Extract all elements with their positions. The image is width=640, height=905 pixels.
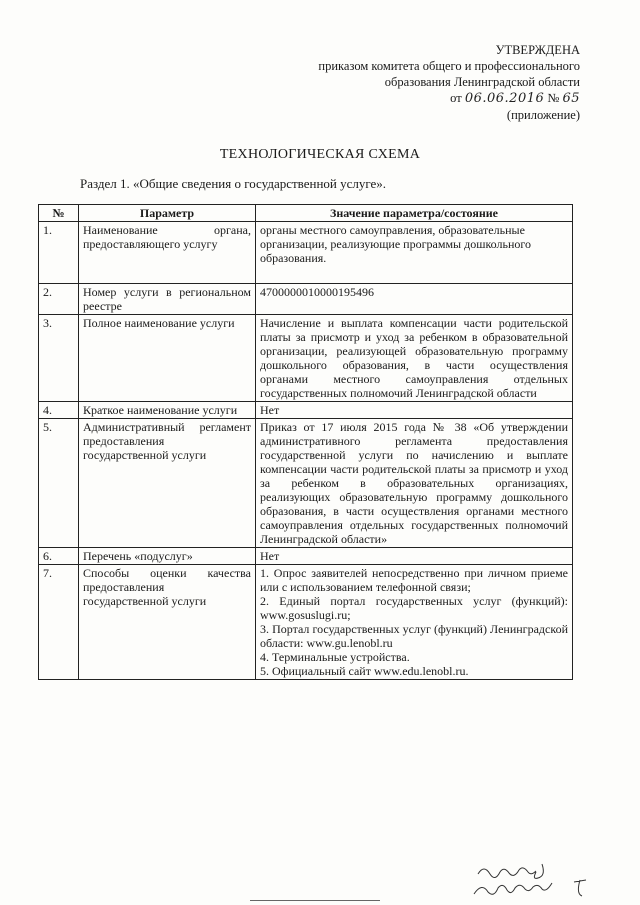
- table-row: [39, 402, 573, 419]
- row-number: 4.: [39, 402, 79, 419]
- table-header-row: [39, 205, 573, 222]
- row-value: органы местного самоуправления, образовательные организации, реализующие программы дошкольного образования.: [256, 222, 573, 284]
- table-row: [39, 565, 573, 680]
- handwritten-signature: [470, 858, 620, 904]
- header-value: Значение параметра/состояние: [256, 205, 573, 222]
- quality-method-line: 4. Терминальные устройства.: [260, 650, 410, 664]
- row-value: 4700000010000195496: [256, 284, 573, 315]
- footer-rule: [250, 900, 380, 901]
- number-prefix: №: [547, 91, 560, 105]
- row-number: 2.: [39, 284, 79, 315]
- row-parameter: Перечень «подуслуг»: [79, 548, 256, 565]
- handwritten-number: 65: [562, 91, 580, 106]
- quality-method-line: 5. Официальный сайт www.edu.lenobl.ru.: [260, 664, 469, 678]
- row-value: [256, 565, 573, 680]
- technology-scheme-table: [38, 204, 573, 680]
- table-row: [39, 284, 573, 315]
- row-number: 1.: [39, 222, 79, 284]
- page-title: ТЕХНОЛОГИЧЕСКАЯ СХЕМА: [219, 147, 421, 162]
- date-prefix: от: [450, 91, 462, 105]
- header-parameter: Параметр: [79, 205, 256, 222]
- row-parameter: Административный регламент предоставления государственной услуги: [79, 419, 256, 548]
- approval-appendix: (приложение): [506, 108, 580, 122]
- approval-order: приказом комитета общего и профессионального: [318, 59, 580, 73]
- row-number: 3.: [39, 315, 79, 402]
- table-row: [39, 419, 573, 548]
- header-number: №: [39, 205, 79, 222]
- approval-status: УТВЕРЖДЕНА: [495, 43, 580, 57]
- quality-method-line: 1. Опрос заявителей непосредственно при личном приеме или с использованием телефонной связи;: [260, 566, 568, 594]
- row-parameter: Номер услуги в региональном реестре: [79, 284, 256, 315]
- row-value: Нет: [256, 402, 573, 419]
- row-value: Начисление и выплата компенсации части родительской платы за присмотр и уход за ребенком в образовательной организации, реализующей образовательную программу дошкольного образования, в части осуществления органами местного самоуправления отдельных государственных полномочий Ленинградской области: [256, 315, 573, 402]
- table-row: [39, 548, 573, 565]
- row-parameter: Наименование органа, предоставляющего услугу: [79, 222, 256, 284]
- row-number: 6.: [39, 548, 79, 565]
- row-number: 5.: [39, 419, 79, 548]
- quality-method-line: 3. Портал государственных услуг (функций) Ленинградской области: www.gu.lenobl.ru: [260, 622, 568, 650]
- row-value: Нет: [256, 548, 573, 565]
- row-value: Приказ от 17 июля 2015 года № 38 «Об утверждении административного регламента предоставления государственной услуги по начислению и выплате компенсации части родительской платы за присмотр и уход за ребенком в образовательных организациях, реализующих образовательную программу дошкольного образования, в части осуществления органами местного самоуправления отдельных государственных полномочий Ленинградской области»: [256, 419, 573, 548]
- row-number: 7.: [39, 565, 79, 680]
- table-row: [39, 315, 573, 402]
- quality-method-line: 2. Единый портал государственных услуг (функций): www.gosuslugi.ru;: [260, 594, 568, 622]
- table-row: [39, 222, 573, 284]
- row-parameter: Краткое наименование услуги: [79, 402, 256, 419]
- approval-committee: образования Ленинградской области: [384, 75, 580, 89]
- approval-date-line: [318, 90, 580, 107]
- handwritten-date: 06.06.2016: [464, 91, 545, 106]
- section-heading: Раздел 1. «Общие сведения о государственной услуге».: [80, 176, 387, 191]
- row-parameter: Способы оценки качества предоставления государственной услуги: [79, 565, 256, 680]
- row-parameter: Полное наименование услуги: [79, 315, 256, 402]
- approval-block: [318, 42, 580, 123]
